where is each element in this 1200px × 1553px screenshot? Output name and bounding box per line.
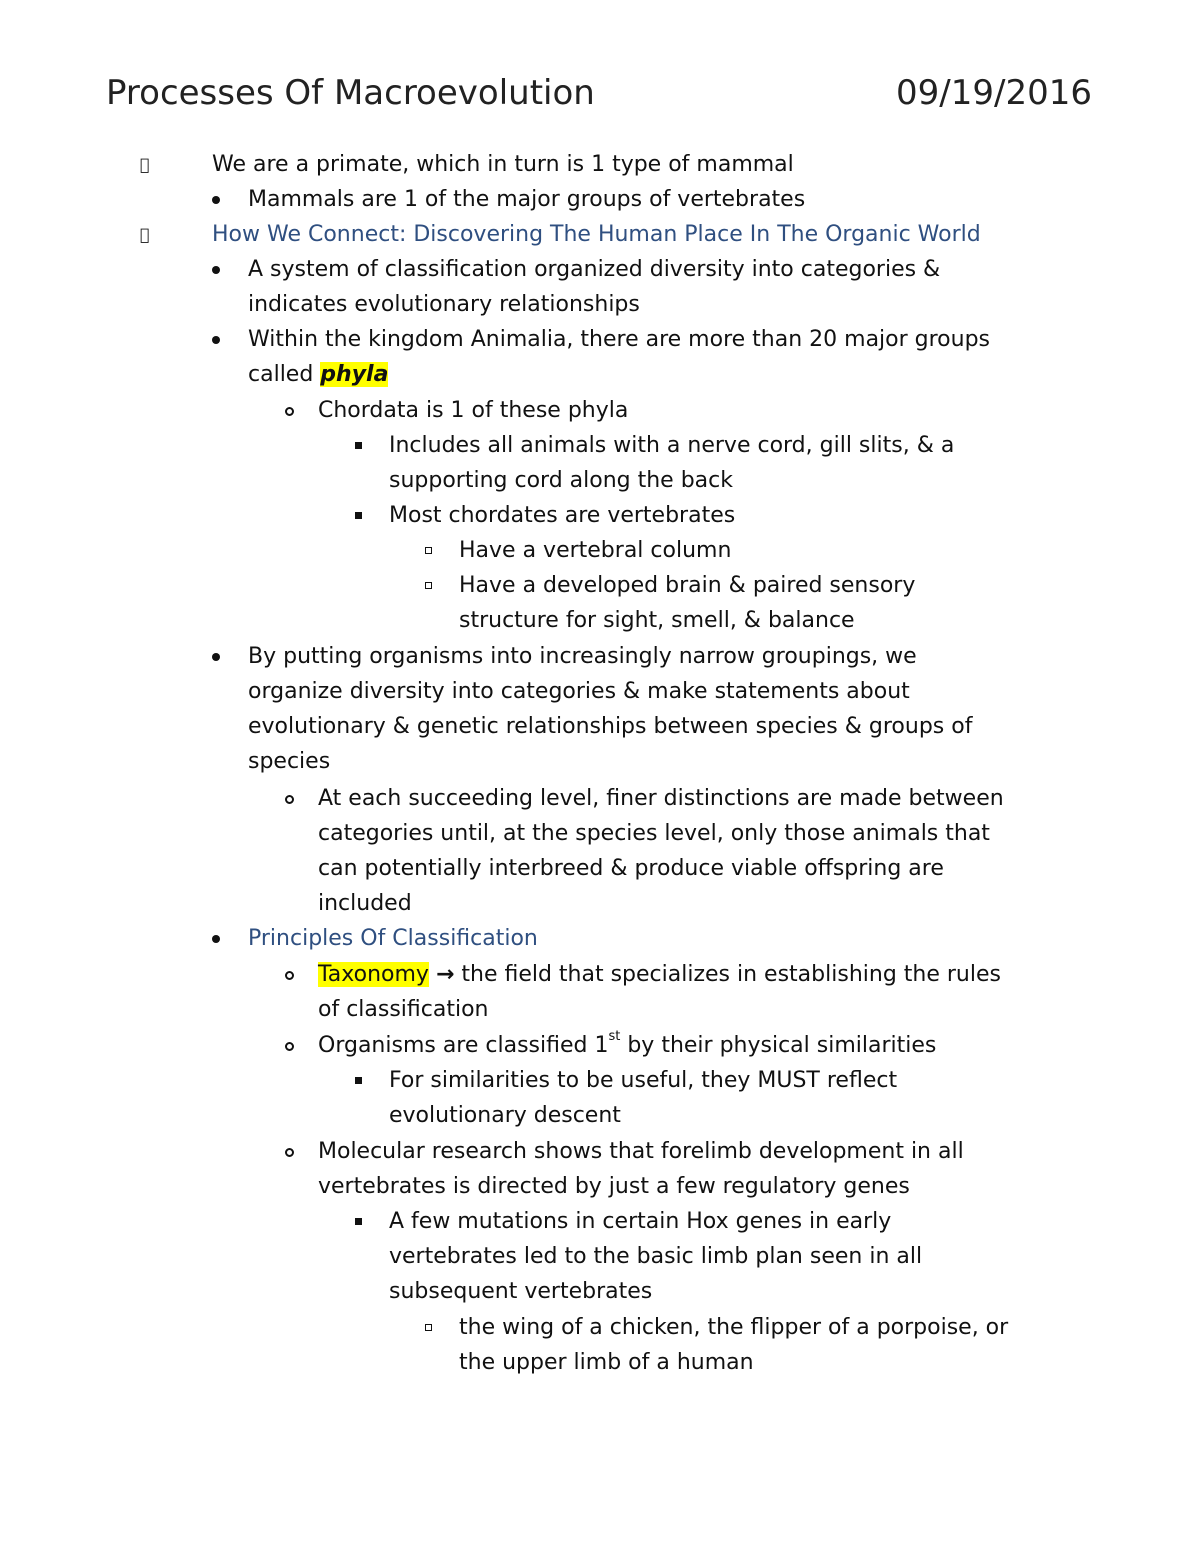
bullet-square-icon	[355, 512, 362, 519]
bullet-square-icon	[355, 442, 362, 449]
bullet-square-icon	[355, 1218, 362, 1225]
superscript: st	[608, 1028, 621, 1044]
bullet-circle-icon	[285, 407, 294, 416]
outline-item	[318, 957, 1001, 992]
outline-item-continued: organize diversity into categories & make statements about	[248, 679, 910, 704]
outline-item: Chordata is 1 of these phyla	[318, 398, 629, 423]
bullet-circle-icon	[285, 1148, 294, 1157]
bullet-dot-icon	[212, 935, 220, 943]
outline-item-continued	[248, 357, 388, 392]
outline-item-continued: of classification	[318, 997, 489, 1022]
outline-item-continued: vertebrates is directed by just a few regulatory genes	[318, 1174, 910, 1199]
bullet-hollow-square-icon	[425, 1324, 432, 1331]
outline-item: For similarities to be useful, they MUST reflect	[389, 1068, 898, 1093]
outline-item: Mammals are 1 of the major groups of vertebrates	[248, 187, 806, 212]
outline-item-continued: structure for sight, smell, & balance	[459, 608, 855, 633]
bullet-dot-icon	[212, 266, 220, 274]
bullet-circle-icon	[285, 1042, 294, 1051]
outline-item-continued: subsequent vertebrates	[389, 1279, 653, 1304]
outline-item: At each succeeding level, finer distinctions are made between	[318, 786, 1004, 811]
highlighted-term: phyla	[320, 362, 389, 387]
text-run: the field that specializes in establishing the rules	[454, 962, 1001, 987]
outline-item-continued: indicates evolutionary relationships	[248, 292, 640, 317]
bullet-dot-icon	[212, 653, 220, 661]
outline-item: We are a primate, which in turn is 1 type of mammal	[212, 152, 794, 177]
bullet-square-icon	[355, 1077, 362, 1084]
bullet-dot-icon	[212, 196, 220, 204]
bullet-circle-icon	[285, 971, 294, 980]
outline-item: Most chordates are vertebrates	[389, 503, 736, 528]
section-heading: Principles Of Classification	[248, 926, 538, 951]
missing-glyph-bullet-icon	[140, 147, 150, 182]
bullet-hollow-square-icon	[425, 582, 432, 589]
missing-glyph-bullet-icon	[140, 217, 150, 252]
document-title: Processes Of Macroevolution	[106, 73, 595, 113]
text-run: called	[248, 362, 321, 387]
outline-item-continued: evolutionary descent	[389, 1103, 621, 1128]
outline-item-continued: the upper limb of a human	[459, 1350, 754, 1375]
bullet-dot-icon	[212, 336, 220, 344]
outline-item	[318, 1028, 936, 1063]
section-heading: How We Connect: Discovering The Human Place In The Organic World	[212, 222, 981, 247]
outline-item: the wing of a chicken, the flipper of a porpoise, or	[459, 1315, 1009, 1340]
outline-item: Molecular research shows that forelimb development in all	[318, 1139, 964, 1164]
outline-item-continued: vertebrates led to the basic limb plan seen in all	[389, 1244, 923, 1269]
text-run: Organisms are classified 1	[318, 1033, 609, 1058]
outline-item-continued: included	[318, 891, 412, 916]
arrow-right-icon: →	[435, 962, 455, 987]
highlighted-term: Taxonomy	[318, 962, 429, 987]
bullet-circle-icon	[285, 795, 294, 804]
outline-item: A system of classification organized diversity into categories &	[248, 257, 941, 282]
document-date: 09/19/2016	[896, 73, 1092, 113]
outline-item-continued: can potentially interbreed & produce viable offspring are	[318, 856, 944, 881]
bullet-hollow-square-icon	[425, 547, 432, 554]
outline-item: By putting organisms into increasingly narrow groupings, we	[248, 644, 917, 669]
outline-item: Within the kingdom Animalia, there are more than 20 major groups	[248, 327, 991, 352]
outline-item-continued: species	[248, 749, 331, 774]
outline-item: Have a vertebral column	[459, 538, 732, 563]
outline-item-continued: supporting cord along the back	[389, 468, 733, 493]
outline-item: Includes all animals with a nerve cord, gill slits, & a	[389, 433, 955, 458]
outline-item: Have a developed brain & paired sensory	[459, 573, 916, 598]
text-run: by their physical similarities	[620, 1033, 937, 1058]
outline-item-continued: evolutionary & genetic relationships between species & groups of	[248, 714, 973, 739]
outline-item: A few mutations in certain Hox genes in early	[389, 1209, 892, 1234]
outline-item-continued: categories until, at the species level, only those animals that	[318, 821, 990, 846]
